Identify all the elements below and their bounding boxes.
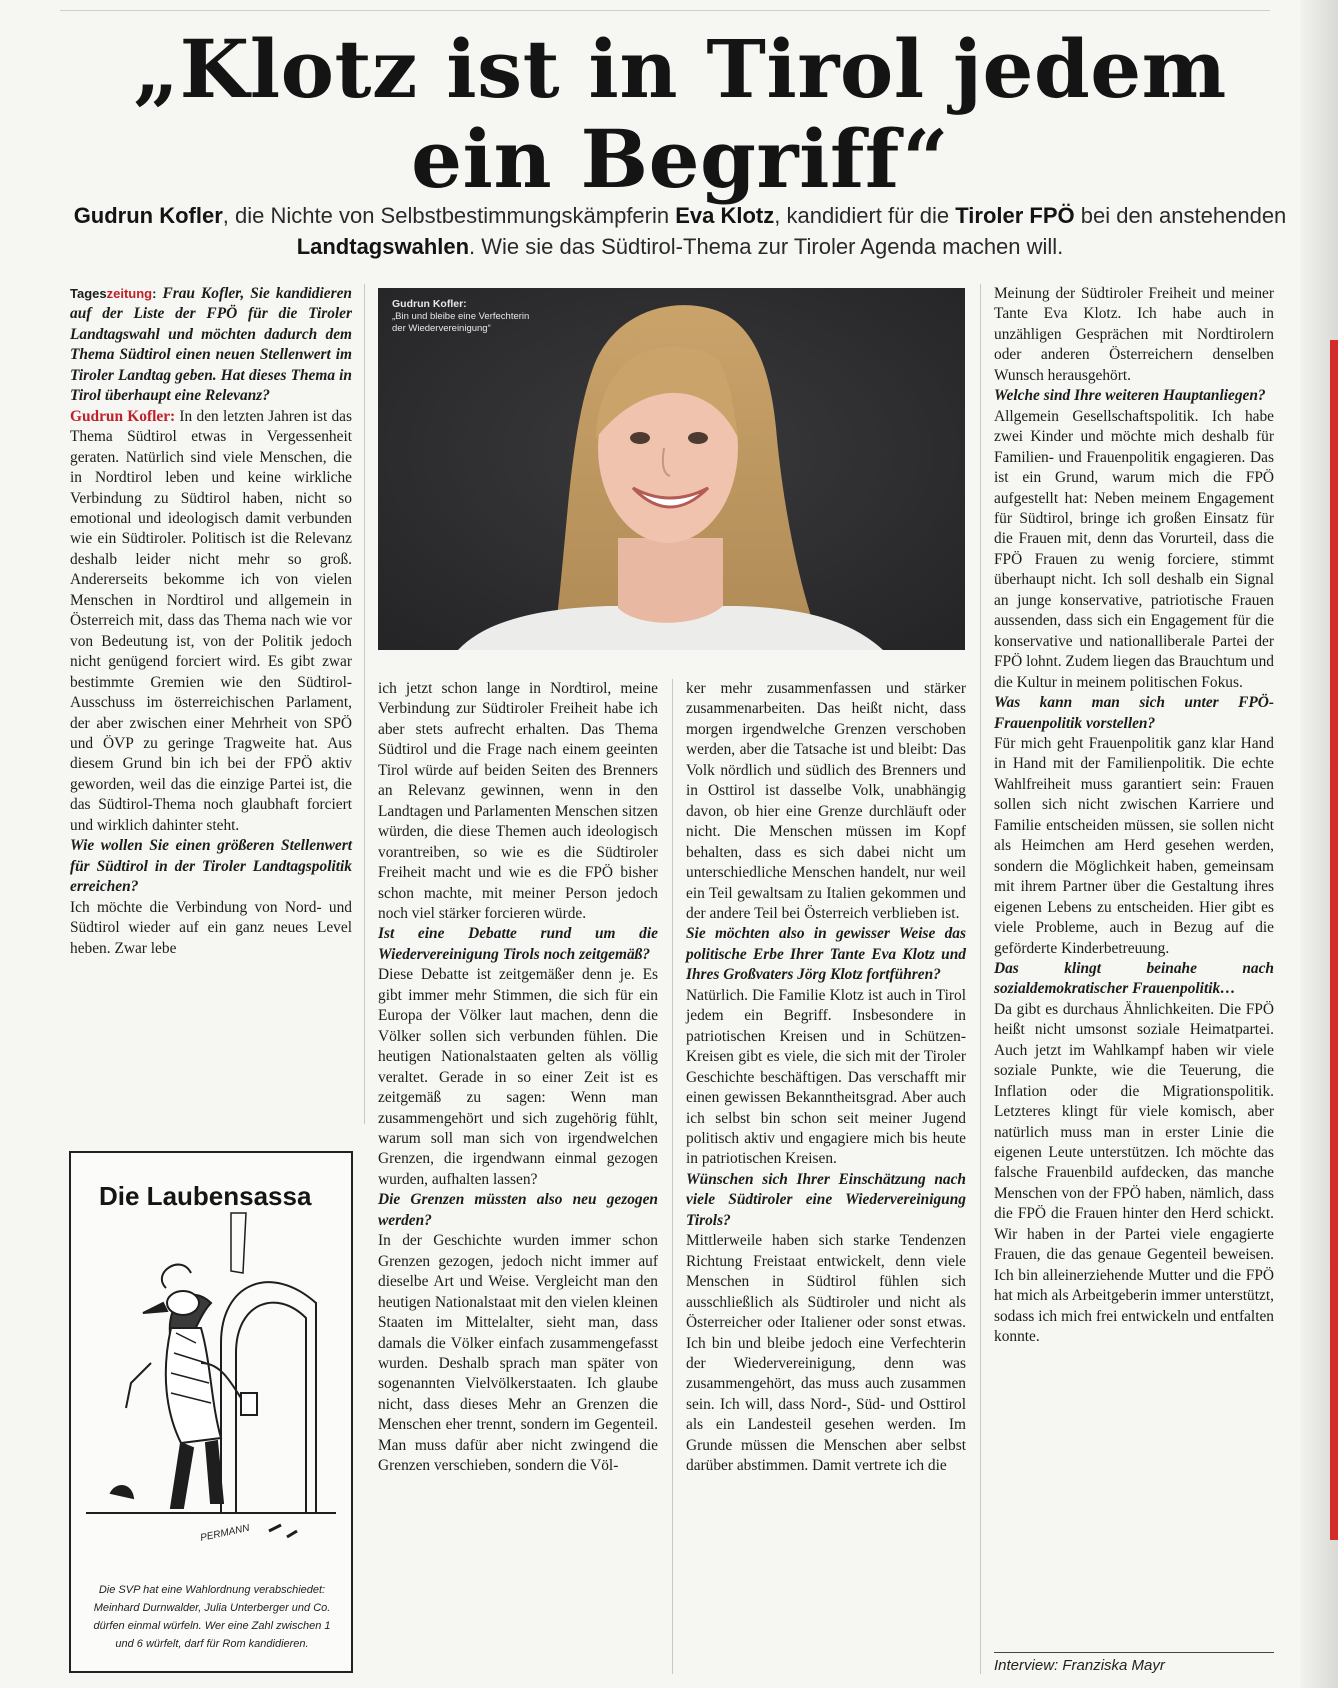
article-column-4 [994,284,1274,1348]
cartoon-caption: Die SVP hat eine Wahlordnung verabschiedet: Meinhard Durnwalder, Julia Unterberger und Co. dürfen einmal würfeln. Wer eine Zahl zwischen 1 und 6 würfelt, darf für Rom kandidieren. [93,1584,331,1650]
answer: Meinung der Südtiroler Freiheit und meiner Tante Eva Klotz. Ich habe auch in unzähligen Gesprächen mit Nordtirolern oder anderen Österreichern denselben Wunsch herausgehört. [994,285,1274,384]
question: Wünschen sich Ihrer Einschätzung nach viele Südtiroler eine Wiedervereinigung Tirols? [686,1170,966,1229]
lede-name: Gudrun Kofler [73,203,223,228]
speaker-label: Gudrun Kofler: [70,407,176,425]
answer: Allgemein Gesellschaftspolitik. Ich habe zwei Kinder und möchte mich deshalb für Familien- und Frauenpolitik engagieren. Das ist ein Grund, warum mich die FPÖ aufgestellt hat: Neben meinem Engagement für Südtirol, bringe ich großen Einsatz für die Frauen mit, denn das Vorurteil, dass die FPÖ Frauen zu wenig forciere, stimmt überhaupt nicht. Ich soll deshalb ein Signal an junge konservative, patriotische Frauen aussenden, dass sich ein Engagement für die konservative und nationalliberale Partei der FPÖ lohnt. Zudem liegen das Brauchtum und die Kultur in meinem politischen Fokus. [994,407,1274,691]
cartoon-box [69,1151,353,1673]
question: Welche sind Ihre weiteren Hauptanliegen? [994,387,1266,405]
question: Was kann man sich unter FPÖ-Frauenpolitik vorstellen? [994,694,1274,732]
question: Ist eine Debatte rund um die Wiedervereinigung Tirols noch zeitgemäß? [378,925,658,963]
question: Wie wollen Sie einen größeren Stellenwert für Südtirol in der Tiroler Landtagspolitik erreichen? [70,837,352,896]
column-divider [672,679,673,1674]
question: Sie möchten also in gewisser Weise das politische Erbe Ihrer Tante Eva Klotz und Ihres Großvaters Jörg Klotz fortführen? [686,925,966,984]
question: Die Grenzen müssten also neu gezogen werden? [378,1191,658,1229]
answer: Natürlich. Die Familie Klotz ist auch in Tirol jedem ein Begriff. Insbesondere in patriotischen Kreisen und in Schützen-Kreisen gibt es viele, die sich mit der Tiroler Geschichte beschäftigen. Das verschafft mir einen gewissen Bekanntheitsgrad. Aber auch ich selbst bin schon seit meiner Jugend politisch aktiv und engagiere mich bis heute in patriotischen Kreisen. [686,986,966,1168]
answer: In den letzten Jahren ist das Thema Südtirol etwas in Vergessenheit geraten. Natürlich sind viele Menschen, die in Nordtirol leben und keine wirkliche Verbindung zu Südtirol haben, nicht so emotional und ideologisch damit verbunden wie ein Südtiroler. Politisch ist die Relevanz deshalb leider nicht mehr so groß. Andererseits bekomme ich von vielen Menschen in Nordtirol und allgemein in Österreich mit, dass das Thema nach wie vor von Bedeutung ist, von der Politik jedoch nicht genügend forciert wird. Es gibt zwar bestimmte Gremien wie den Südtirol-Ausschuss im österreichischen Parlament, der aber zwischen einer Mehrheit von SPÖ und ÖVP zu geringe Tragweite hat. Aus diesem Grund bin ich bei der FPÖ aktiv geworden, weil das die einzige Partei ist, die das Südtirol-Thema noch glaubhaft forciert und wirklich dahinter steht. [70,407,352,834]
byline: Interview: Franziska Mayr [994,1652,1274,1674]
lede [60,200,1300,262]
article-column-1 [70,284,352,959]
photo-caption-name: Gudrun Kofler: [392,298,467,310]
cartoon-drawing [71,1153,351,1573]
portrait-photo [378,288,965,650]
top-rule [60,10,1270,11]
lede-text-4: . Wie sie das Südtirol-Thema zur Tiroler Agenda machen will. [469,234,1064,259]
headline [60,24,1300,204]
portrait-illustration [378,288,965,650]
answer: Diese Debatte ist zeitgemäßer denn je. Es gibt immer mehr Stimmen, die sich für ein Europa der Völker laut machen, denn die Völker sollen sich verbunden fühlen. Die heutigen Nationalstaaten gelten als völlig veraltet. Gerade in so einer Zeit ist es zeitgemäß zu sagen: Wenn man zusammengehört und sich zugehörig fühlt, warum soll man sich von irgendwelchen Grenzen, die irgendwann einmal gezogen wurden, aufhalten lassen? [378,966,658,1188]
masthead-label: Tageszeitung: [70,286,157,301]
lede-party: Tiroler FPÖ [955,203,1075,228]
answer: In der Geschichte wurden immer schon Grenzen gezogen, jedoch nicht immer auf dieselbe Art und Weise. Vergleicht man den heutigen Nationalstaat mit den vielen kleinen Staaten im Mittelalter, sieht man, dass damals die Völker einfach zusammengefasst wurden. Deshalb sprach man später von sogenannten Vielvölkerstaaten. Ich glaube nicht, dass dieses Mehr an Grenzen die Menschen eher trennt, sondern im Gegenteil. Man muss dafür aber nicht zwingend die Grenzen verschieben, sondern die Völ- [378,1232,658,1475]
answer: Da gibt es durchaus Ähnlichkeiten. Die FPÖ heißt nicht umsonst soziale Heimatpartei. Auch jetzt im Wahlkampf haben wir viele soziale Punkte, wie die Teuerung, die Inflation oder die Migrationspolitik. Letzteres klingt für viele komisch, aber natürlich muss man in erster Linie die eigenen Leute unterstützen. Ich möchte das falsche Frauenbild aufdecken, das manche Menschen von der FPÖ haben, nämlich, dass die FPÖ die Frauen hinter den Herd schickt. Wir haben in der Partei viele engagierte Frauen, die das genaue Gegenteil beweisen. Ich bin alleinerziehende Mutter und die FPÖ hat mich als Arbeitgeberin immer unterstützt, sodass ich mich frei entwickeln und entfalten konnte. [994,1000,1274,1346]
article-column-2 [378,679,658,1477]
lede-eva-klotz: Eva Klotz [675,203,775,228]
answer: ich jetzt schon lange in Nordtirol, meine Verbindung zur Südtiroler Freiheit habe ich aber stets aufrecht erhalten. Das Thema Südtirol und die Frage nach einem geeinten Tirol würde auf beiden Seiten des Brenners an Relevanz gewinnen, wenn in den Landtagen und Parlamenten Menschen sitzen würden, die diese Themen auch ideologisch vorantreiben, so wie es die Südtiroler Freiheit macht und wie es die FPÖ bisher schon machte, mit meiner Person jedoch noch viel stärker forcieren würde. [378,680,658,922]
cartoon-signature: PERMANN [199,1522,251,1544]
answer: ker mehr zusammenfassen und stärker zusammenarbeiten. Das heißt nicht, dass morgen irgendwelche Grenzen verschoben werden, aber die Tatsache ist und bleibt: Das Volk nördlich und südlich des Brenners und in Osttirol ist dasselbe Volk, unabhängig davon, ob hier eine Grenze durchläuft oder nicht. Die Menschen müssen im Kopf behalten, dass es sich dabei nicht um unterschiedliche Menschen handelt, nur weil ein Teil gewaltsam zu Italien gekommen und der andere Teil bei Österreich verblieben ist. [686,680,966,922]
question: Frau Kofler, Sie kandidieren auf der Liste der FPÖ für die Tiroler Landtagswahl und möchten dadurch dem Thema Südtirol einen neuen Stellenwert im Tiroler Landtag geben. Hat dieses Thema in Tirol überhaupt eine Relevanz? [70,285,352,405]
lede-text-2: , kandidiert für die [774,203,956,228]
article-column-3 [686,679,966,1477]
lede-text-3: bei den anstehenden [1074,203,1287,228]
column-divider [980,284,981,1674]
next-page-edge [1330,340,1338,1540]
lede-text-1: , die Nichte von Selbstbestimmungskämpferin [222,203,676,228]
answer: Für mich geht Frauenpolitik ganz klar Hand in Hand mit der Familienpolitik. Die echte Wahlfreiheit muss garantiert sein: Frauen sollen sich nicht zwischen Karriere und Familie entscheiden müssen, sie sollen nicht als Heimchen am Herd gesehen werden, sondern die Möglichkeit haben, gemeinsam mit ihrem Partner über die Gestaltung ihres eigenen Lebens zu entscheiden. Hier gibt es viele Probleme, auch in Bezug auf die geförderte Kinderbetreuung. [994,734,1274,957]
answer: Ich möchte die Verbindung von Nord- und Südtirol wieder auf ein ganz neues Level heben. Zwar lebe [70,898,352,957]
photo-caption [392,298,542,335]
photo-caption-quote: „Bin und bleibe eine Verfechterin der Wiedervereinigung“ [392,311,530,334]
column-divider [364,284,365,1124]
headline-line-2: ein Begriff“ [411,112,949,206]
question: Das klingt beinahe nach sozialdemokratischer Frauenpolitik… [994,959,1274,998]
cartoon-title: Die Laubensassa [99,1181,312,1211]
lede-elections: Landtagswahlen [296,234,470,259]
headline-line-1: „Klotz ist in Tirol jedem [133,22,1227,116]
answer: Mittlerweile haben sich starke Tendenzen Richtung Freistaat entwickelt, denn viele Menschen in Südtirol fühlen sich ausschließlich als Südtiroler und nicht als Österreicher oder Italiener oder sonst etwas. Ich bin und bleibe jedoch eine Verfechterin der Wiedervereinigung, denn was zusammengehört, das muss auch zusammen sein. Ich will, dass Nord-, Süd- und Osttirol als ein Landesteil gesehen werden. Im Grunde müssen die Menschen aber selbst darüber abstimmen. Damit vertrete ich die [686,1232,966,1475]
